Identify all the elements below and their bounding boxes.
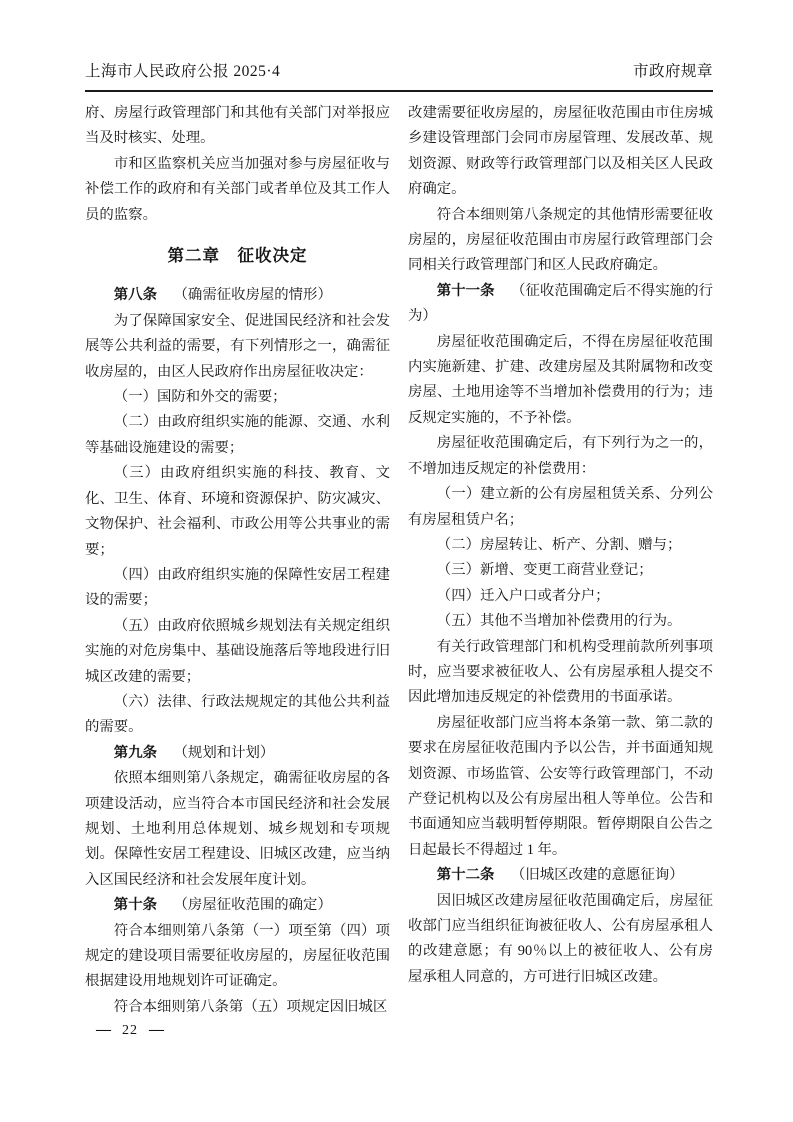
article-number: 第八条 <box>113 287 157 304</box>
gazette-title: 上海市人民政府公报 2025·4 <box>85 63 281 80</box>
paragraph: 因旧城区改建房屋征收范围确定后，房屋征收部门应当组织征询被征收人、公有房屋承租人的改建意愿；有 90％以上的被征收人、公有房屋承租人同意的，方可进行旧城区改建。 <box>408 892 713 985</box>
paragraph: （三）新增、变更工商营业登记； <box>436 562 653 579</box>
paragraph: （一）国防和外交的需要； <box>113 389 287 406</box>
paragraph: （三）由政府组织实施的科技、教育、文化、卫生、体育、环境和资源保护、防灾减灾、文物保护、社会福利、市政公用等公共事业的需要； <box>85 465 390 558</box>
left-column <box>85 101 390 1020</box>
paragraph: 有关行政管理部门和机构受理前款所列事项时，应当要求被征收人、公有房屋承租人提交不因此增加违反规定的补偿费用的书面承诺。 <box>408 638 713 706</box>
chapter-heading: 第二章 征收决定 <box>167 246 308 266</box>
header-rule <box>85 90 713 92</box>
footer-dash-left: — <box>96 1022 111 1038</box>
article-number: 第十一条 <box>436 282 495 299</box>
paragraph: （五）由政府依照城乡规划法有关规定组织实施的对危房集中、基础设施落后等地段进行旧城区改建的需要； <box>85 617 390 685</box>
article-heading <box>408 863 713 888</box>
paragraph: （四）由政府组织实施的保障性安居工程建设的需要； <box>85 566 390 609</box>
paragraph: 房屋征收范围确定后，有下列行为之一的，不增加违反规定的补偿费用： <box>408 435 713 477</box>
article-heading <box>85 283 390 308</box>
paragraph: （一）建立新的公有房屋租赁关系、分列公有房屋租赁户名； <box>408 486 713 528</box>
page-header <box>85 59 713 81</box>
paragraph: （二）房屋转让、析产、分割、赠与； <box>436 536 682 553</box>
paragraph: 依照本细则第八条规定，确需征收房屋的各项建设活动，应当符合本市国民经济和社会发展规划、土地利用总体规划、城乡规划和专项规划。保障性安居工程建设、旧城区改建，应当纳入区国民经济和社会发展年度计划。 <box>85 770 390 888</box>
article-title: （规划和计划） <box>173 744 275 761</box>
article-heading <box>408 279 713 330</box>
paragraph: 市和区监察机关应当加强对参与房屋征收与补偿工作的政府和有关部门或者单位及其工作人员的监察。 <box>85 155 390 223</box>
article-number: 第九条 <box>113 744 157 761</box>
article-heading <box>85 741 390 766</box>
article-title: （房屋征收范围的确定） <box>173 897 332 914</box>
article-number: 第十二条 <box>436 867 495 884</box>
footer-dash-right: — <box>149 1022 164 1038</box>
paragraph: （六）法律、行政法规规定的其他公共利益的需要。 <box>85 693 390 736</box>
paragraph: 房屋征收部门应当将本条第一款、第二款的要求在房屋征收范围内予以公告，并书面通知规划资源、市场监管、公安等行政管理部门，不动产登记机构以及公有房屋出租人等单位。公告和书面通知应当载明暂停期限。暂停期限自公告之日起最长不得超过 1 年。 <box>408 714 713 858</box>
paragraph: （二）由政府组织实施的能源、交通、水利等基础设施建设的需要； <box>85 414 390 456</box>
paragraph: 符合本细则第八条规定的其他情形需要征收房屋的，房屋征收范围由市房屋行政管理部门会同相关行政管理部门和区人民政府确定。 <box>408 206 713 274</box>
page-number: 22 <box>122 1022 138 1038</box>
section-label: 市政府规章 <box>632 63 713 80</box>
continuation-paragraph: 府、房屋行政管理部门和其他有关部门对举报应当及时核实、处理。 <box>85 105 390 147</box>
paragraph: （四）迁入户口或者分户； <box>436 587 610 604</box>
article-title: （确需征收房屋的情形） <box>173 287 332 304</box>
article-title: （旧城区改建的意愿征询） <box>510 867 684 884</box>
paragraph: 符合本细则第八条第（五）项规定因旧城区 <box>113 998 388 1015</box>
article-title: （征收范围确定后不得实施的行为） <box>408 282 713 325</box>
page-footer <box>96 1022 164 1039</box>
paragraph: （五）其他不当增加补偿费用的行为。 <box>436 613 682 630</box>
article-number: 第十条 <box>113 897 157 914</box>
paragraph: 房屋征收范围确定后，不得在房屋征收范围内实施新建、扩建、改建房屋及其附属物和改变房屋、土地用途等不当增加补偿费用的行为；违反规定实施的，不予补偿。 <box>408 333 713 426</box>
right-column <box>408 101 713 990</box>
document-body <box>85 101 713 1020</box>
continuation-paragraph: 改建需要征收房屋的，房屋征收范围由市住房城乡建设管理部门会同市房屋管理、发展改革、规划资源、财政等行政管理部门以及相关区人民政府确定。 <box>408 105 713 198</box>
paragraph: 符合本细则第八条第（一）项至第（四）项规定的建设项目需要征收房屋的，房屋征收范围根据建设用地规划许可证确定。 <box>85 922 390 990</box>
article-heading <box>85 893 390 918</box>
paragraph: 为了保障国家安全、促进国民经济和社会发展等公共利益的需要，有下列情形之一，确需征收房屋的，由区人民政府作出房屋征收决定： <box>85 312 390 380</box>
